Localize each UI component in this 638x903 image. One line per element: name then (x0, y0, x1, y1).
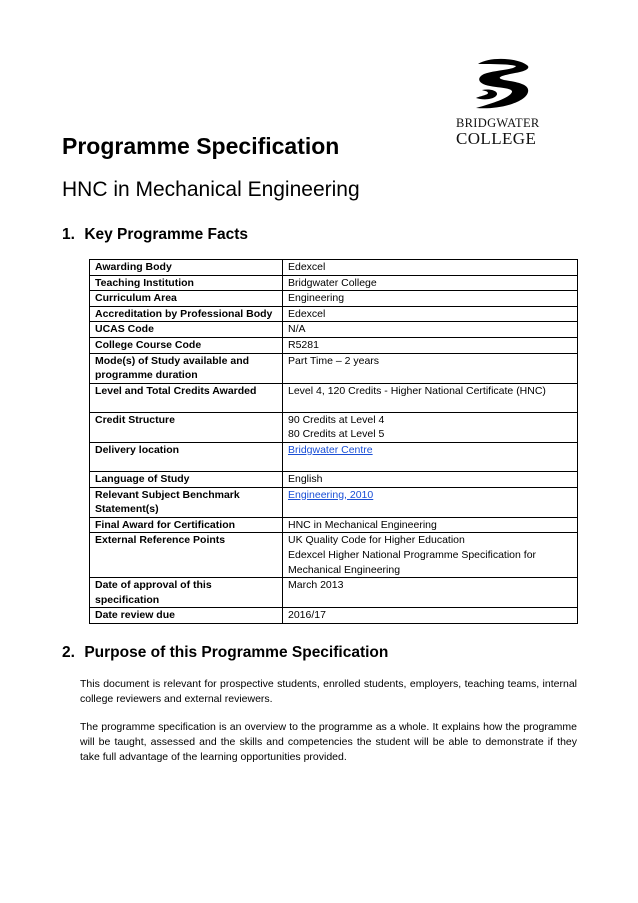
bridgwater-logo-icon (470, 58, 534, 114)
purpose-paragraph-2: The programme specification is an overview to the programme as a whole. It explains how the programme will be taught, assessed and the skills and competencies the student will be able to demonstrate if they take full advantage of the learning opportunities provided. (80, 721, 577, 763)
fact-label: External Reference Points (90, 533, 283, 578)
fact-label: Relevant Subject Benchmark Statement(s) (90, 487, 283, 517)
facts-row (90, 471, 578, 487)
facts-row (90, 517, 578, 533)
section-heading-purpose (62, 644, 388, 662)
facts-row (90, 275, 578, 291)
fact-value-line: English (288, 472, 323, 485)
fact-value (283, 383, 578, 412)
facts-row (90, 608, 578, 624)
facts-row (90, 260, 578, 276)
facts-row (90, 306, 578, 322)
fact-value-line: March 2013 (288, 579, 344, 592)
fact-label: Language of Study (90, 471, 283, 487)
fact-value (283, 487, 578, 517)
fact-label: Final Award for Certification (90, 517, 283, 533)
section-number: 2. (62, 644, 75, 661)
facts-row (90, 383, 578, 412)
fact-value-line: R5281 (288, 338, 319, 351)
fact-value (283, 471, 578, 487)
college-logo (452, 58, 552, 150)
facts-row (90, 578, 578, 608)
fact-value-line: 90 Credits at Level 4 (288, 413, 385, 426)
fact-label: Date review due (90, 608, 283, 624)
fact-value-line: HNC in Mechanical Engineering (288, 518, 437, 531)
fact-label: Credit Structure (90, 412, 283, 442)
fact-value-link[interactable]: Bridgwater Centre (288, 443, 373, 456)
section-number: 1. (62, 226, 75, 243)
fact-value-line: N/A (288, 323, 306, 336)
fact-value (283, 275, 578, 291)
facts-row (90, 337, 578, 353)
fact-value-link[interactable]: Engineering, 2010 (288, 488, 374, 501)
fact-value-line: UK Quality Code for Higher Education (288, 534, 465, 547)
fact-value-line: Part Time – 2 years (288, 354, 380, 367)
fact-value (283, 517, 578, 533)
section-title: Purpose of this Programme Specification (84, 644, 389, 661)
fact-label: Teaching Institution (90, 275, 283, 291)
fact-label: Curriculum Area (90, 291, 283, 307)
fact-value (283, 260, 578, 276)
facts-row (90, 291, 578, 307)
fact-label: College Course Code (90, 337, 283, 353)
section-heading-key-facts (62, 226, 248, 244)
page-title: Programme Specification (62, 133, 340, 159)
fact-label: Level and Total Credits Awarded (90, 383, 283, 412)
purpose-paragraph-1: This document is relevant for prospective students, enrolled students, employers, teaching teams, internal college reviewers and external reviewers. (80, 678, 577, 705)
facts-row (90, 322, 578, 338)
fact-label: Accreditation by Professional Body (90, 306, 283, 322)
page-subtitle: HNC in Mechanical Engineering (62, 178, 360, 201)
logo-text-line1: BRIDGWATER (456, 116, 540, 130)
fact-value (283, 442, 578, 471)
fact-label: Delivery location (90, 442, 283, 471)
fact-value (283, 608, 578, 624)
section-title: Key Programme Facts (84, 226, 248, 243)
fact-value-line: 80 Credits at Level 5 (288, 428, 385, 441)
fact-value (283, 322, 578, 338)
fact-value (283, 306, 578, 322)
fact-value (283, 291, 578, 307)
fact-value (283, 353, 578, 383)
fact-value-line: Bridgwater College (288, 276, 377, 289)
fact-value-line: Edexcel (288, 307, 326, 320)
fact-value-line: Level 4, 120 Credits - Higher National Certificate (HNC) (288, 384, 546, 397)
key-facts-table (89, 259, 578, 624)
fact-value (283, 337, 578, 353)
fact-value-line: Edexcel (288, 261, 326, 273)
fact-value (283, 578, 578, 608)
facts-row (90, 353, 578, 383)
fact-value-line: 2016/17 (288, 609, 326, 622)
fact-value (283, 412, 578, 442)
facts-row (90, 412, 578, 442)
facts-row (90, 487, 578, 517)
fact-value-line: Edexcel Higher National Programme Specification for Mechanical Engineering (288, 548, 537, 576)
facts-row (90, 533, 578, 578)
fact-label: Date of approval of this specification (90, 578, 283, 608)
fact-label: Mode(s) of Study available and programme duration (90, 353, 283, 383)
fact-label: Awarding Body (90, 260, 283, 276)
facts-row (90, 442, 578, 471)
fact-label: UCAS Code (90, 322, 283, 338)
fact-value (283, 533, 578, 578)
logo-text-line2: COLLEGE (456, 129, 537, 148)
fact-value-line: Engineering (288, 292, 345, 305)
